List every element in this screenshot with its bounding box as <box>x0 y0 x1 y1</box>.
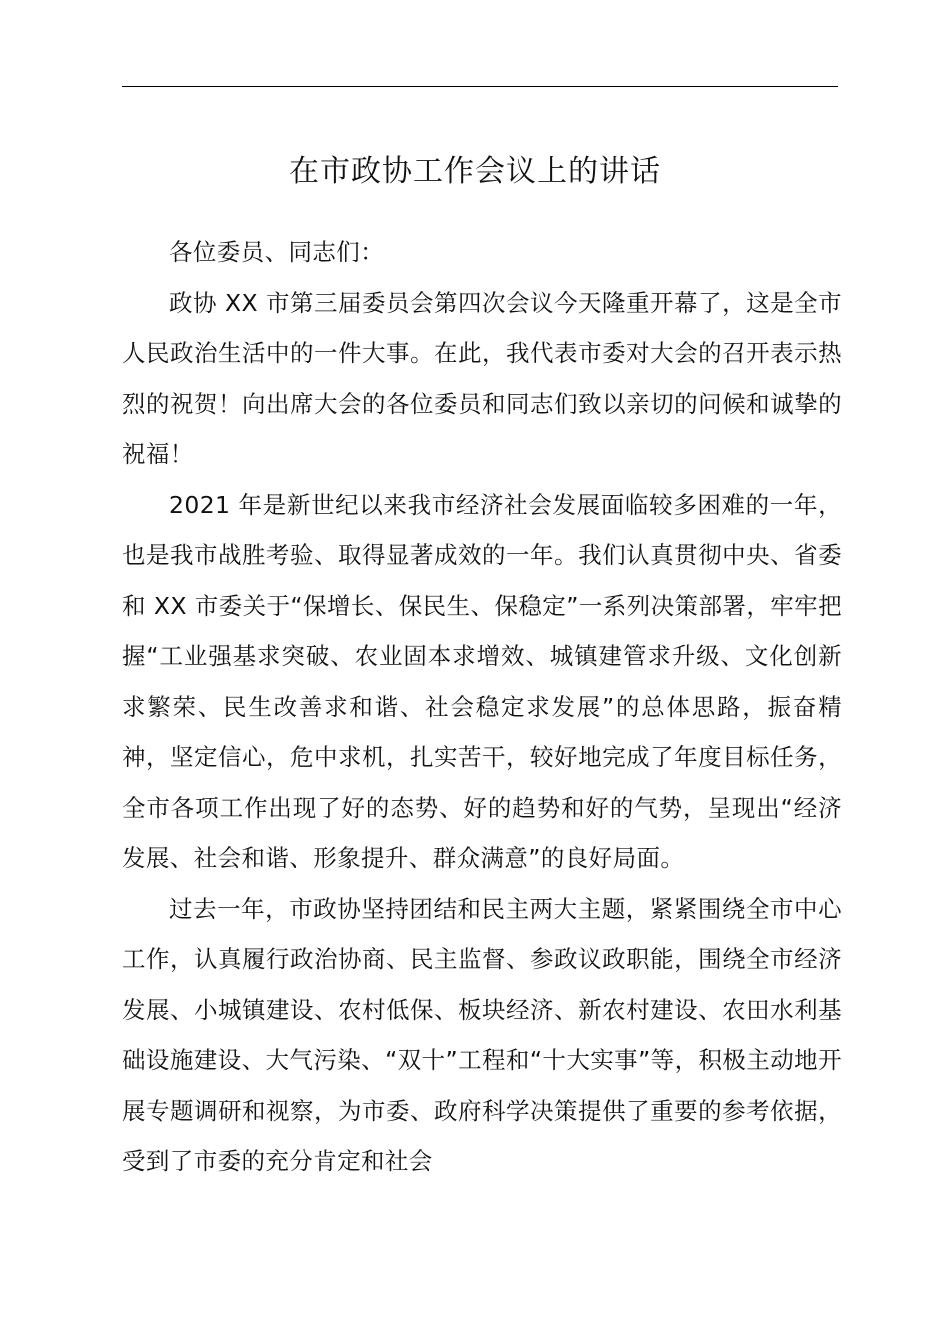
paragraph-achievements: 2021 年是新世纪以来我市经济社会发展面临较多困难的一年，也是我市战胜考验、取得显著成效的一年。我们认真贯彻中央、省委和 XX 市委关于“保增长、保民生、保稳定”一系列决策部署，牢牢把握“工业强基求突破、农业固本求增效、城镇建管求升级、文化创新求繁荣、民生改善求和谐、社会稳定求发展”的总体思路，振奋精神，坚定信心，危中求机，扎实苦干，较好地完成了年度目标任务，全市各项工作出现了好的态势、好的趋势和好的气势，呈现出“经济发展、社会和谐、形象提升、群众满意”的良好局面。 <box>122 490 842 872</box>
header-rule <box>122 86 838 87</box>
paragraph-cppcc-work: 过去一年，市政协坚持团结和民主两大主题，紧紧围绕全市中心工作，认真履行政治协商、民主监督、参政议政职能，围绕全市经济发展、小城镇建设、农村低保、板块经济、新农村建设、农田水利基础设施建设、大气污染、“双十”工程和“十大实事”等，积极主动地开展专题调研和视察，为市委、政府科学决策提供了重要的参考依据，受到了市委的充分肯定和社会 <box>122 894 842 1175</box>
paragraph-opening: 政协 XX 市第三届委员会第四次会议今天隆重开幕了，这是全市人民政治生活中的一件大事。在此，我代表市委对大会的召开表示热烈的祝贺！向出席大会的各位委员和同志们致以亲切的问候和诚挚的祝福！ <box>122 288 842 468</box>
salutation: 各位委员、同志们： <box>169 238 385 266</box>
document-title: 在市政协工作会议上的讲话 <box>289 154 661 189</box>
document-body <box>122 227 842 1187</box>
